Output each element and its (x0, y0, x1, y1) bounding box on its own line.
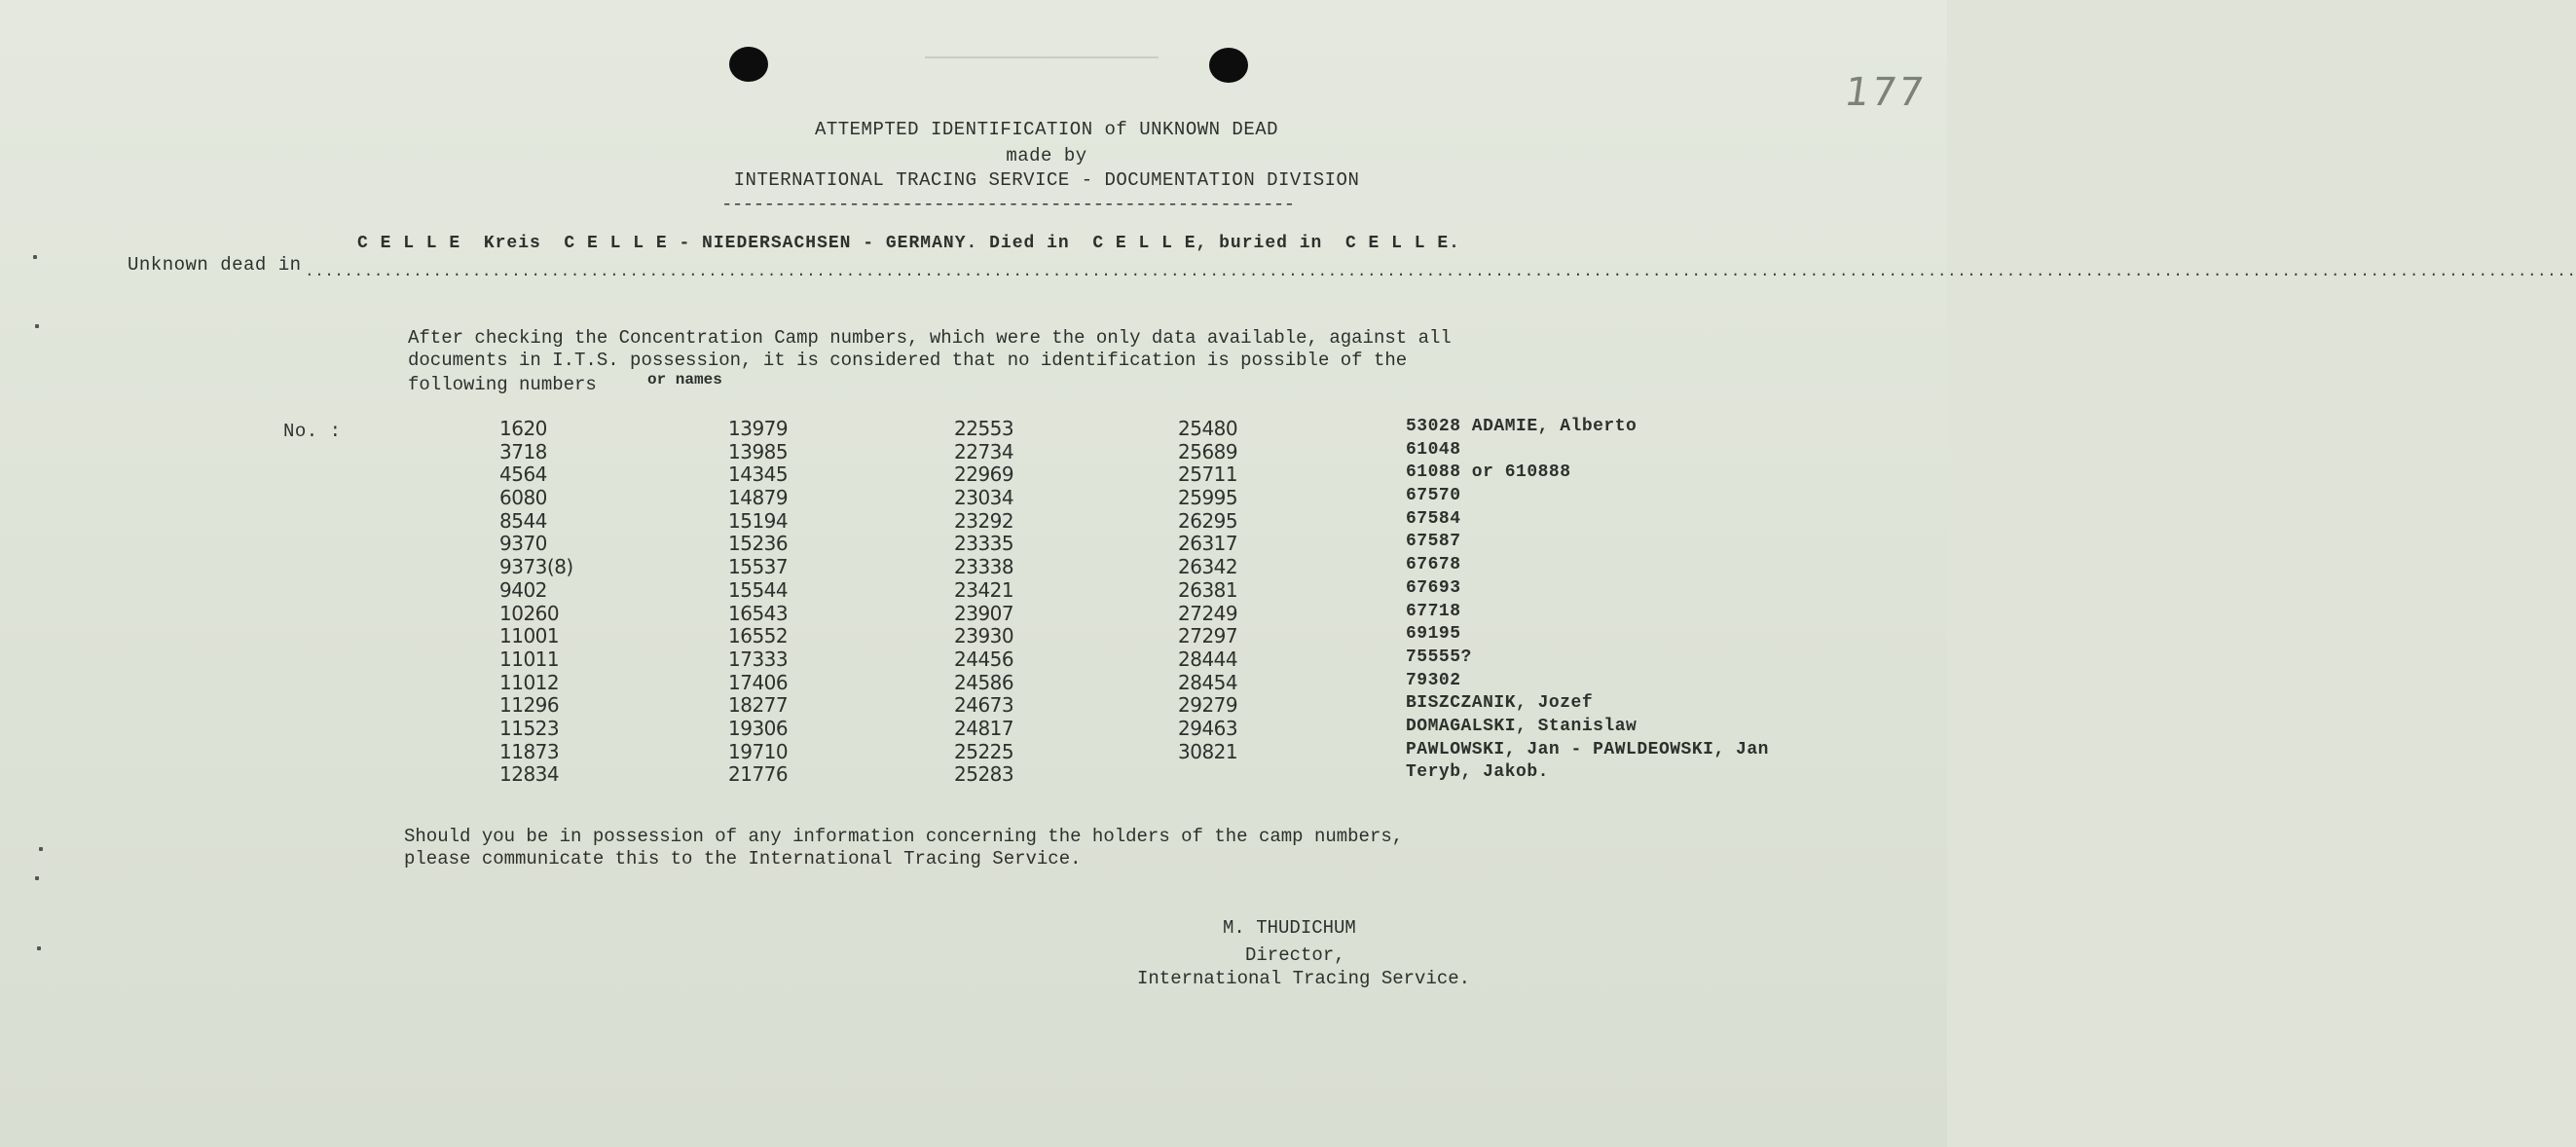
number-entry: 19306 (728, 716, 789, 740)
numbers-column-1 (499, 417, 573, 786)
number-entry: 22553 (954, 417, 1014, 440)
number-entry: 25283 (954, 762, 1014, 787)
margin-mark (37, 946, 41, 950)
closing-line-1: Should you be in possession of any information concerning the holders of the camp numbers, (404, 826, 1404, 847)
header-made-by: made by (1006, 145, 1087, 166)
paper-scratch (925, 56, 1159, 58)
number-entry: PAWLOWSKI, Jan - PAWLDEOWSKI, Jan (1406, 739, 1769, 759)
number-entry: 25689 (1178, 439, 1238, 463)
header-title: ATTEMPTED IDENTIFICATION of UNKNOWN DEAD (814, 119, 1279, 140)
number-entry: 30821 (1178, 739, 1238, 763)
number-entry: 8544 (499, 508, 547, 533)
closing-line-2: please communicate this to the International Tracing Service. (404, 848, 1082, 870)
number-entry: DOMAGALSKI, Stanislaw (1406, 716, 1638, 736)
number-entry: 13979 (728, 417, 789, 440)
number-entry: 23907 (954, 601, 1014, 625)
number-entry: 25225 (954, 739, 1014, 763)
punch-hole-right (1209, 48, 1248, 83)
number-entry: 10260 (499, 601, 560, 625)
number-entry: 29279 (1178, 693, 1238, 718)
number-entry: 23421 (954, 577, 1014, 602)
number-entry: 19710 (728, 739, 789, 763)
number-entry: 24586 (954, 670, 1014, 694)
number-entry: 22969 (954, 462, 1014, 487)
number-entry: 15537 (728, 555, 789, 579)
number-entry: 67678 (1406, 555, 1461, 575)
number-entry: 11873 (499, 739, 560, 763)
intro-line-3: following numbers (408, 374, 597, 395)
punch-hole-left (729, 47, 768, 82)
location-label: Unknown dead in (128, 254, 302, 276)
number-entry: 11011 (499, 647, 560, 671)
number-entry: 26295 (1178, 508, 1238, 533)
number-entry: 3718 (499, 439, 547, 463)
number-entry: 22734 (954, 439, 1014, 463)
number-entry: 23292 (954, 508, 1014, 533)
number-entry: 21776 (728, 762, 789, 787)
number-entry: 24817 (954, 716, 1014, 740)
number-entry: 23930 (954, 624, 1014, 648)
number-entry: BISZCZANIK, Jozef (1406, 693, 1594, 714)
number-entry: 17406 (728, 670, 789, 694)
number-entry: 26381 (1178, 577, 1238, 602)
number-entry: 11001 (499, 624, 560, 648)
number-entry: 9373(8) (499, 555, 573, 579)
number-entry: 12834 (499, 762, 560, 787)
number-entry: 11296 (499, 693, 560, 718)
location-dotted-line: ....................................................................................................................................................................................................................................... (305, 263, 2576, 280)
signature-name: M. THUDICHUM (1223, 917, 1356, 939)
number-entry: 26342 (1178, 555, 1238, 579)
number-entry: 15544 (728, 577, 789, 602)
number-entry: 26317 (1178, 532, 1238, 556)
number-entry: 67587 (1406, 532, 1461, 552)
number-entry: 24673 (954, 693, 1014, 718)
intro-line-1: After checking the Concentration Camp numbers, which were the only data available, against all (408, 327, 1452, 349)
numbers-column-2 (728, 417, 788, 786)
margin-mark (33, 255, 37, 259)
number-entry: 25711 (1178, 462, 1238, 487)
numbers-label: No. : (283, 421, 342, 442)
number-entry: 25480 (1178, 417, 1238, 440)
number-entry: 13985 (728, 439, 789, 463)
number-entry: Teryb, Jakob. (1406, 762, 1549, 783)
margin-mark (39, 847, 43, 851)
location-text: C E L L E Kreis C E L L E - NIEDERSACHSEN - GERMANY. Died in C E L L E, buried in C E L L E. (357, 234, 1460, 253)
number-entry: 9402 (499, 577, 547, 602)
number-entry: 61048 (1406, 439, 1461, 460)
number-entry: 16543 (728, 601, 789, 625)
number-entry: 11012 (499, 670, 560, 694)
number-entry: 28444 (1178, 647, 1238, 671)
number-entry: 23335 (954, 532, 1014, 556)
number-entry: 16552 (728, 624, 789, 648)
numbers-column-3 (954, 417, 1013, 786)
number-entry: 18277 (728, 693, 789, 718)
number-entry: 11523 (499, 716, 560, 740)
signature-organization: International Tracing Service. (1137, 968, 1471, 989)
number-entry: 4564 (499, 462, 547, 487)
signature-title: Director, (1245, 944, 1345, 966)
number-entry: 79302 (1406, 670, 1461, 690)
number-entry: 14879 (728, 486, 789, 510)
number-entry: 15194 (728, 508, 789, 533)
number-entry: 23034 (954, 486, 1014, 510)
number-entry: 67584 (1406, 508, 1461, 529)
margin-mark (35, 324, 39, 328)
number-entry: 27249 (1178, 601, 1238, 625)
number-entry: 75555? (1406, 647, 1472, 667)
number-entry: 9370 (499, 532, 547, 556)
page-number: 177 (1841, 70, 1929, 115)
number-entry: 1620 (499, 417, 547, 440)
numbers-column-5 (1406, 417, 1769, 786)
number-entry: 67693 (1406, 577, 1461, 598)
number-entry: 27297 (1178, 624, 1238, 648)
number-entry: 15236 (728, 532, 789, 556)
number-entry: 61088 or 610888 (1406, 462, 1571, 483)
number-entry: 29463 (1178, 716, 1238, 740)
number-entry: 28454 (1178, 670, 1238, 694)
number-entry: 23338 (954, 555, 1014, 579)
intro-insert-or-names: or names (647, 371, 722, 388)
margin-mark (35, 876, 39, 880)
number-entry: 17333 (728, 647, 789, 671)
number-entry: 25995 (1178, 486, 1238, 510)
intro-line-2: documents in I.T.S. possession, it is considered that no identification is possible of the (408, 350, 1408, 371)
header-rule: ------------------------------------------------------ (721, 194, 1295, 215)
number-entry: 14345 (728, 462, 789, 487)
number-entry: 24456 (954, 647, 1014, 671)
number-entry: 67718 (1406, 601, 1461, 621)
number-entry: 6080 (499, 486, 547, 510)
numbers-column-4 (1178, 417, 1237, 762)
number-entry: 67570 (1406, 486, 1461, 506)
number-entry: 69195 (1406, 624, 1461, 645)
number-entry: 53028 ADAMIE, Alberto (1406, 417, 1638, 436)
header-organization: INTERNATIONAL TRACING SERVICE - DOCUMENTATION DIVISION (733, 169, 1360, 191)
